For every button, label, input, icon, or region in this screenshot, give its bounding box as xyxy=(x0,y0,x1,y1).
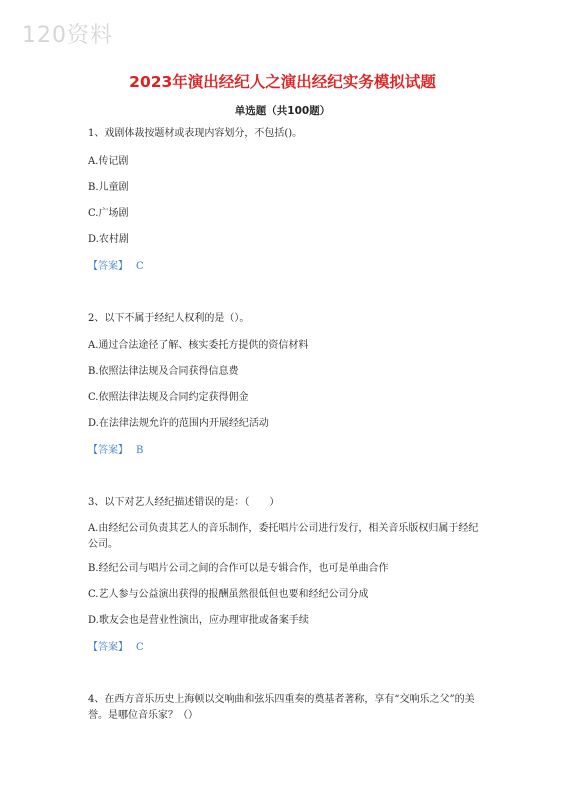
question-3-option-c: C.艺人参与公益演出获得的报酬虽然很低但也要和经纪公司分成 xyxy=(88,589,369,600)
section-subtitle: 单选题（共100题） xyxy=(234,105,331,117)
question-1-stem: 1、戏剧体裁按题材或表现内容划分，不包括()。 xyxy=(88,128,303,139)
question-2-option-c: C.依照法律法规及合同约定获得佣金 xyxy=(88,392,249,403)
answer-label: 【答案】 xyxy=(88,642,128,653)
question-2-option-b: B.依照法律法规及合同获得信息费 xyxy=(88,366,239,377)
question-1-option-b: B.儿童剧 xyxy=(88,182,129,193)
question-2-stem: 2、以下不属于经纪人权利的是（）。 xyxy=(88,313,250,324)
watermark: 120资料 xyxy=(22,23,113,48)
question-1-option-d: D.农村剧 xyxy=(88,234,129,245)
answer-label: 【答案】 xyxy=(88,261,128,272)
question-3-option-b: B.经纪公司与唱片公司之间的合作可以是专辑合作，也可是单曲合作 xyxy=(88,563,389,574)
answer-value: B xyxy=(136,445,144,456)
document-title: 2023年演出经纪人之演出经纪实务模拟试题 xyxy=(129,73,436,91)
question-3-option-d: D.歌友会也是营业性演出，应办理审批或备案手续 xyxy=(88,615,309,626)
question-2-option-a: A.通过合法途径了解、核实委托方提供的资信材料 xyxy=(88,340,309,351)
question-3-answer xyxy=(88,640,144,656)
answer-value: C xyxy=(136,642,144,653)
question-1-option-c: C.广场剧 xyxy=(88,208,129,219)
question-3-stem: 3、以下对艺人经纪描述错误的是：（ ） xyxy=(88,497,280,508)
question-2-option-d: D.在法律法规允许的范围内开展经纪活动 xyxy=(88,418,269,429)
answer-label: 【答案】 xyxy=(88,445,128,456)
question-1-answer xyxy=(88,259,144,275)
question-3-option-a: A.由经纪公司负责其艺人的音乐制作，委托唱片公司进行发行，相关音乐版权归属于经纪公司。 xyxy=(88,523,479,550)
answer-value: C xyxy=(136,261,144,272)
question-4-stem: 4、在西方音乐历史上海顿以交响曲和弦乐四重奏的奠基者著称，享有“交响乐之父”的美誉。是哪位音乐家？（） xyxy=(88,694,475,721)
question-2-answer xyxy=(88,443,143,459)
question-1-option-a: A.传记剧 xyxy=(88,156,129,167)
